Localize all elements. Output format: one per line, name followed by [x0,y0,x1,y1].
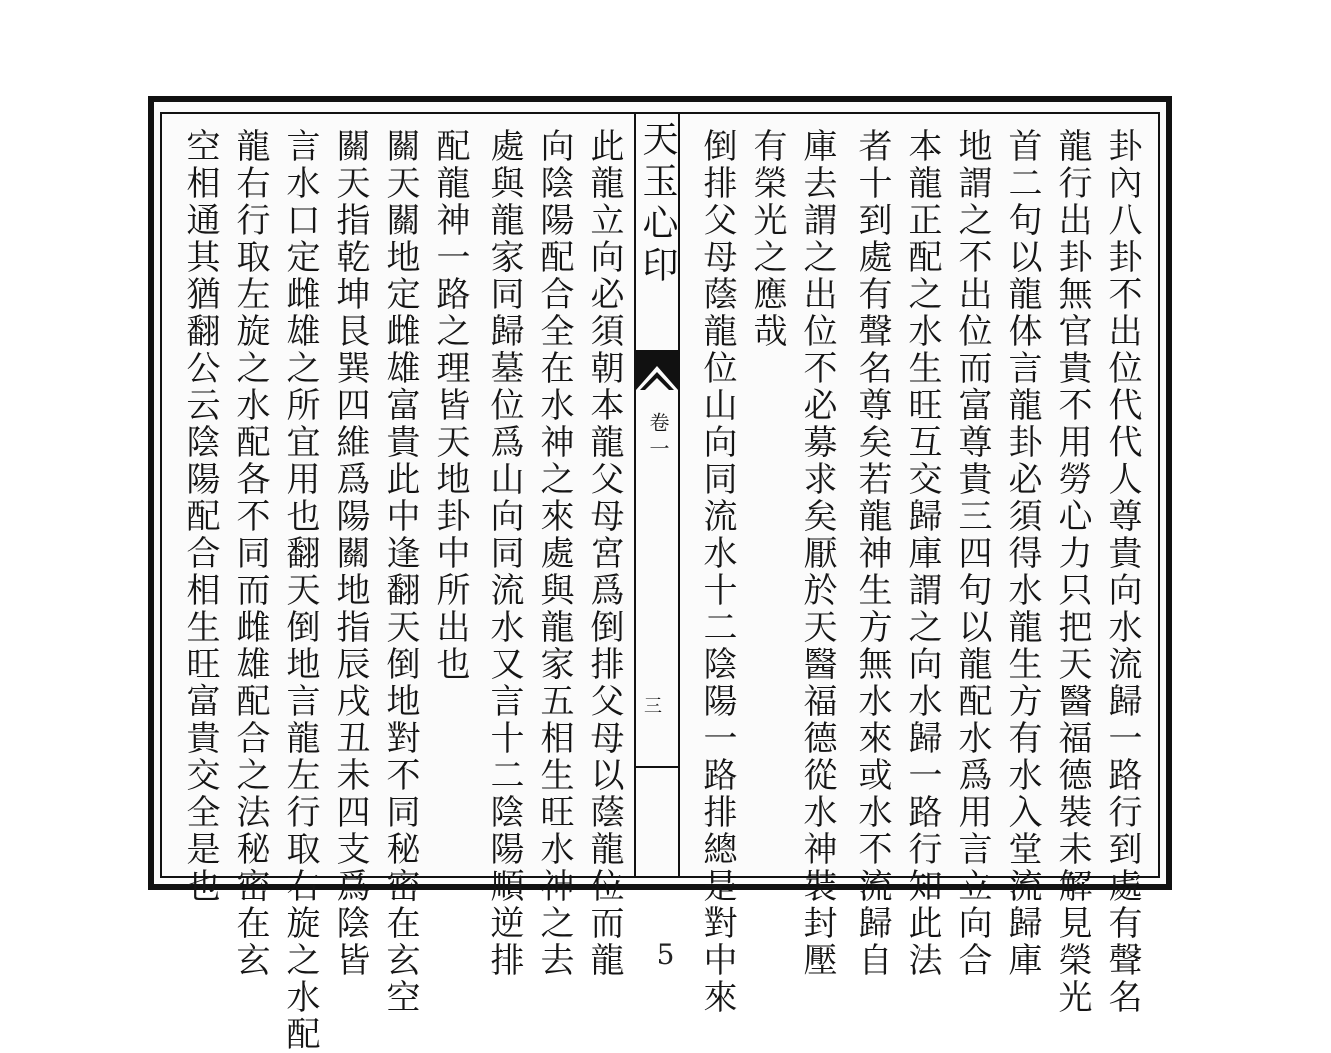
text-column: 地謂之不出位而富尊貴三四句以龍配水爲用言立向合 [952,128,992,979]
text-column: 空相通其猶翻公云陰陽配合相生旺富貴交全是也 [180,128,220,905]
text-column: 配龍神一路之理皆天地卦中所出也 [430,128,470,683]
text-column: 者十到處有聲名尊矣若龍神生方無水來或水不流歸自 [852,128,892,979]
text-column: 龍行出卦無官貴不用勞心力只把天醫福德裝未解見榮光 [1052,128,1092,1016]
text-column: 關天關地定雌雄富貴此中逢翻天倒地對不同秘密在玄空 [380,128,420,1016]
text-column: 言水口定雌雄之所宜用也翻天倒地言龍左行取右旋之水配 [280,128,320,1053]
text-column: 向陰陽配合全在水神之來處與龍家五相生旺水神之去 [534,128,574,979]
folio-number: 三 [644,696,662,717]
text-column: 庫去謂之出位不必募求矣厭於天醫福德從水神裝封壓 [797,128,837,979]
text-column: 有榮光之應哉 [747,128,787,350]
text-column: 本龍正配之水生旺互交歸庫謂之向水歸一路行知此法 [902,128,942,979]
book-title: 天玉心印 [637,120,678,288]
text-column: 首二句以龍体言龍卦必須得水龍生方有水入堂流歸庫 [1002,128,1042,979]
center-fold-banxin [634,112,680,878]
text-column: 關天指乾坤艮巽四維爲陽關地指辰戌丑未四支爲陰皆 [330,128,370,979]
text-column: 卦內八卦不出位代代人尊貴向水流歸一路行到處有聲名 [1102,128,1142,1016]
fold-rule [636,766,678,768]
text-column: 處與龍家同歸墓位爲山向同流水又言十二陰陽順逆排 [484,128,524,979]
text-column: 此龍立向必須朝本龍父母宮爲倒排父母以蔭龍位而龍 [584,128,624,979]
volume-label: 卷一 [646,412,670,464]
fishtail-icon [636,350,678,390]
page-number: 5 [656,938,675,971]
fishtail-mark [636,350,678,390]
text-column: 龍右行取左旋之水配各不同而雌雄配合之法秘密在玄 [230,128,270,979]
text-column: 倒排父母蔭龍位山向同流水十二陰陽一路排總是對中來 [697,128,737,1016]
